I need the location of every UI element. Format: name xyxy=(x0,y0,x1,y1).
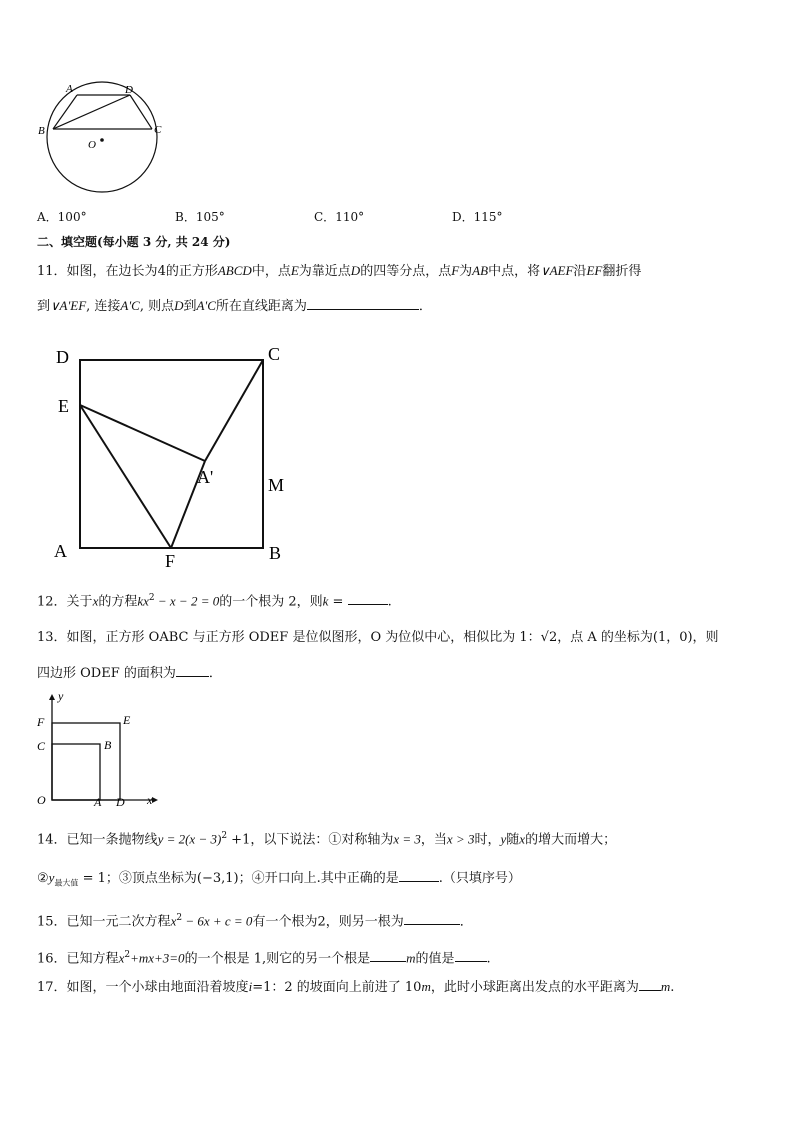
answer-blank[interactable] xyxy=(176,664,209,677)
answer-blank[interactable] xyxy=(307,297,419,310)
q15-line: 15．已知一元二次方程$x^2 - 6x + c = 0$有一个根为2，则另一根为 ． xyxy=(37,913,473,930)
label-A: A xyxy=(54,541,67,561)
label-E: E xyxy=(123,713,131,727)
q17-line: 17．如图，一个小球由地面沿着坡度i=1：2 的坡面向上前进了 10m，此时小球距离出发点的水平距离为 m. xyxy=(37,979,675,995)
answer-blank[interactable] xyxy=(348,592,388,605)
q11-line1: 11．如图，在边长为4的正方形ABCD中，点E为靠近点D的四等分点，点F为AB中点，将∨AEF沿EF翻折得 xyxy=(37,263,642,279)
label-F: F xyxy=(37,715,45,729)
label-E: E xyxy=(58,396,69,416)
label-A: A xyxy=(66,83,73,95)
section-heading: 二、填空题(每小题 3 分, 共 24 分) xyxy=(37,235,231,249)
label-y: y xyxy=(58,689,64,703)
label-C: C xyxy=(268,344,281,364)
answer-blank[interactable] xyxy=(404,912,460,925)
label-O: O xyxy=(37,793,46,807)
label-A: A xyxy=(94,795,102,809)
label-A-prime: A' xyxy=(197,467,214,487)
q14-line2: $②y_{最大值} = 1$；③顶点坐标为(−3,1)；④开口向上.其中正确的是 .（只填序号） xyxy=(37,870,521,888)
label-F: F xyxy=(165,551,176,571)
answer-blank[interactable] xyxy=(639,978,661,991)
label-x: x xyxy=(147,793,153,807)
q11-line2: 到∨A'EF, 连接A'C, 则点D到A'C所在直线距离为 ． xyxy=(37,298,432,314)
label-B: B xyxy=(269,543,282,563)
label-D: D xyxy=(56,347,69,367)
q14-line1: 14．已知一条抛物线$y = 2(x - 3)^2 +1$，以下说法：①对称轴为x = 3，当x > 3时，y随x的增大而增大； xyxy=(37,831,617,848)
choice-c: C．110° xyxy=(314,210,365,224)
q10-circle-figure xyxy=(34,78,174,198)
choice-b: B．105° xyxy=(175,210,225,224)
q16-line: 16．已知方程$x^2+mx+3=0$的一个根是 1,则它的另一个根是 m的值是 . xyxy=(37,950,491,967)
q13-line2: 四边形 ODEF 的面积为 ． xyxy=(37,666,222,681)
choice-d: D．115° xyxy=(452,210,503,224)
label-C: C xyxy=(154,124,162,136)
q12-line: 12．关于x的方程$kx^2 - x - 2 = 0$的一个根为 2，则k = . xyxy=(37,593,392,610)
choice-a: A．100° xyxy=(37,210,87,224)
label-B: B xyxy=(38,125,45,137)
label-M: M xyxy=(268,475,285,495)
label-O: O xyxy=(88,139,96,151)
label-B: B xyxy=(104,738,112,752)
q13-coordinate-figure xyxy=(34,688,174,812)
q13-line1: 13．如图，正方形 OABC 与正方形 ODEF 是位似图形，O 为位似中心，相似比为 1：√2，点 A 的坐标为(1，0)，则 xyxy=(37,630,719,645)
label-D: D xyxy=(125,84,133,96)
q11-square-figure xyxy=(46,340,306,572)
label-D: D xyxy=(116,795,125,809)
label-C: C xyxy=(37,739,46,753)
answer-blank[interactable] xyxy=(399,869,439,882)
answer-blank[interactable] xyxy=(455,949,487,962)
answer-blank[interactable] xyxy=(370,949,406,962)
